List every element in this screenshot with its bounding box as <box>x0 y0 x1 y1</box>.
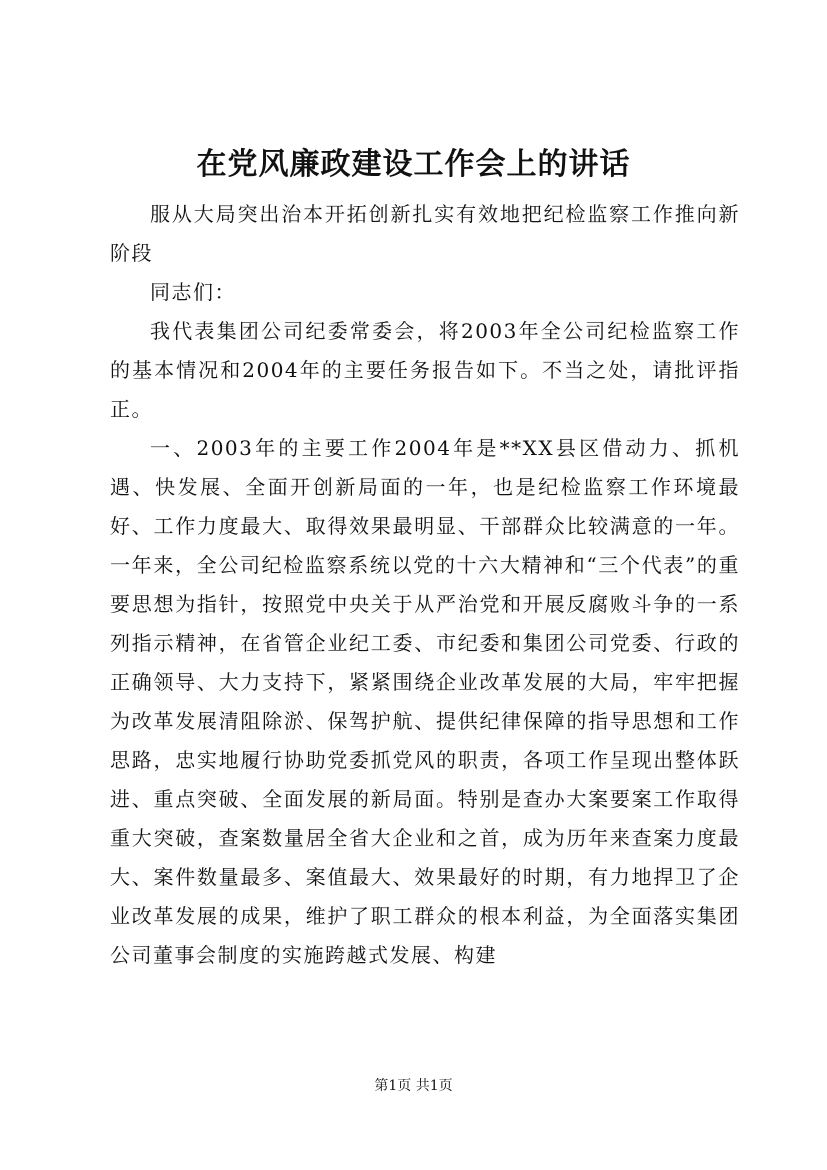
salutation-paragraph: 同志们： <box>150 280 236 304</box>
section-one-paragraph: 一、2003年的主要工作2004年是**XX县区借动力、抓机遇、快发展、全面开创新局面的一年，也是纪检监察工作环境最好、工作力度最大、取得效果最明显、干部群众比较满意的一年。一年来，全公司纪检监察系统以党的十六大精神和“三个代表”的重要思想为指针，按照党中央关于从严治党和开展反腐败斗争的一系列指示精神，在省管企业纪工委、市纪委和集团公司党委、行政的正确领导、大力支持下，紧紧围绕企业改革发展的大局，牢牢把握为改革发展清阻除淤、保驾护航、提供纪律保障的指导思想和工作思路，忠实地履行协助党委抓党风的职责，各项工作呈现出整体跃进、重点突破、全面发展的新局面。特别是查办大案要案工作取得重大突破，查案数量居全省大企业和之首，成为历年来查案力度最大、案件数量最多、案值最大、效果最好的时期，有力地捍卫了企业改革发展的成果，维护了职工群众的根本利益，为全面落实集团公司董事会制度的实施跨越式发展、构建 <box>110 436 740 967</box>
document-title: 在党风廉政建设工作会上的讲话 <box>196 147 631 182</box>
page-footer: 第1页 共1页 <box>374 1078 453 1094</box>
intro-paragraph: 我代表集团公司纪委常委会，将2003年全公司纪检监察工作的基本情况和2004年的主要任务报告如下。不当之处，请批评指正。 <box>110 319 740 421</box>
document-body <box>110 195 740 975</box>
subtitle-paragraph: 服从大局突出治本开拓创新扎实有效地把纪检监察工作推向新阶段 <box>110 202 740 265</box>
